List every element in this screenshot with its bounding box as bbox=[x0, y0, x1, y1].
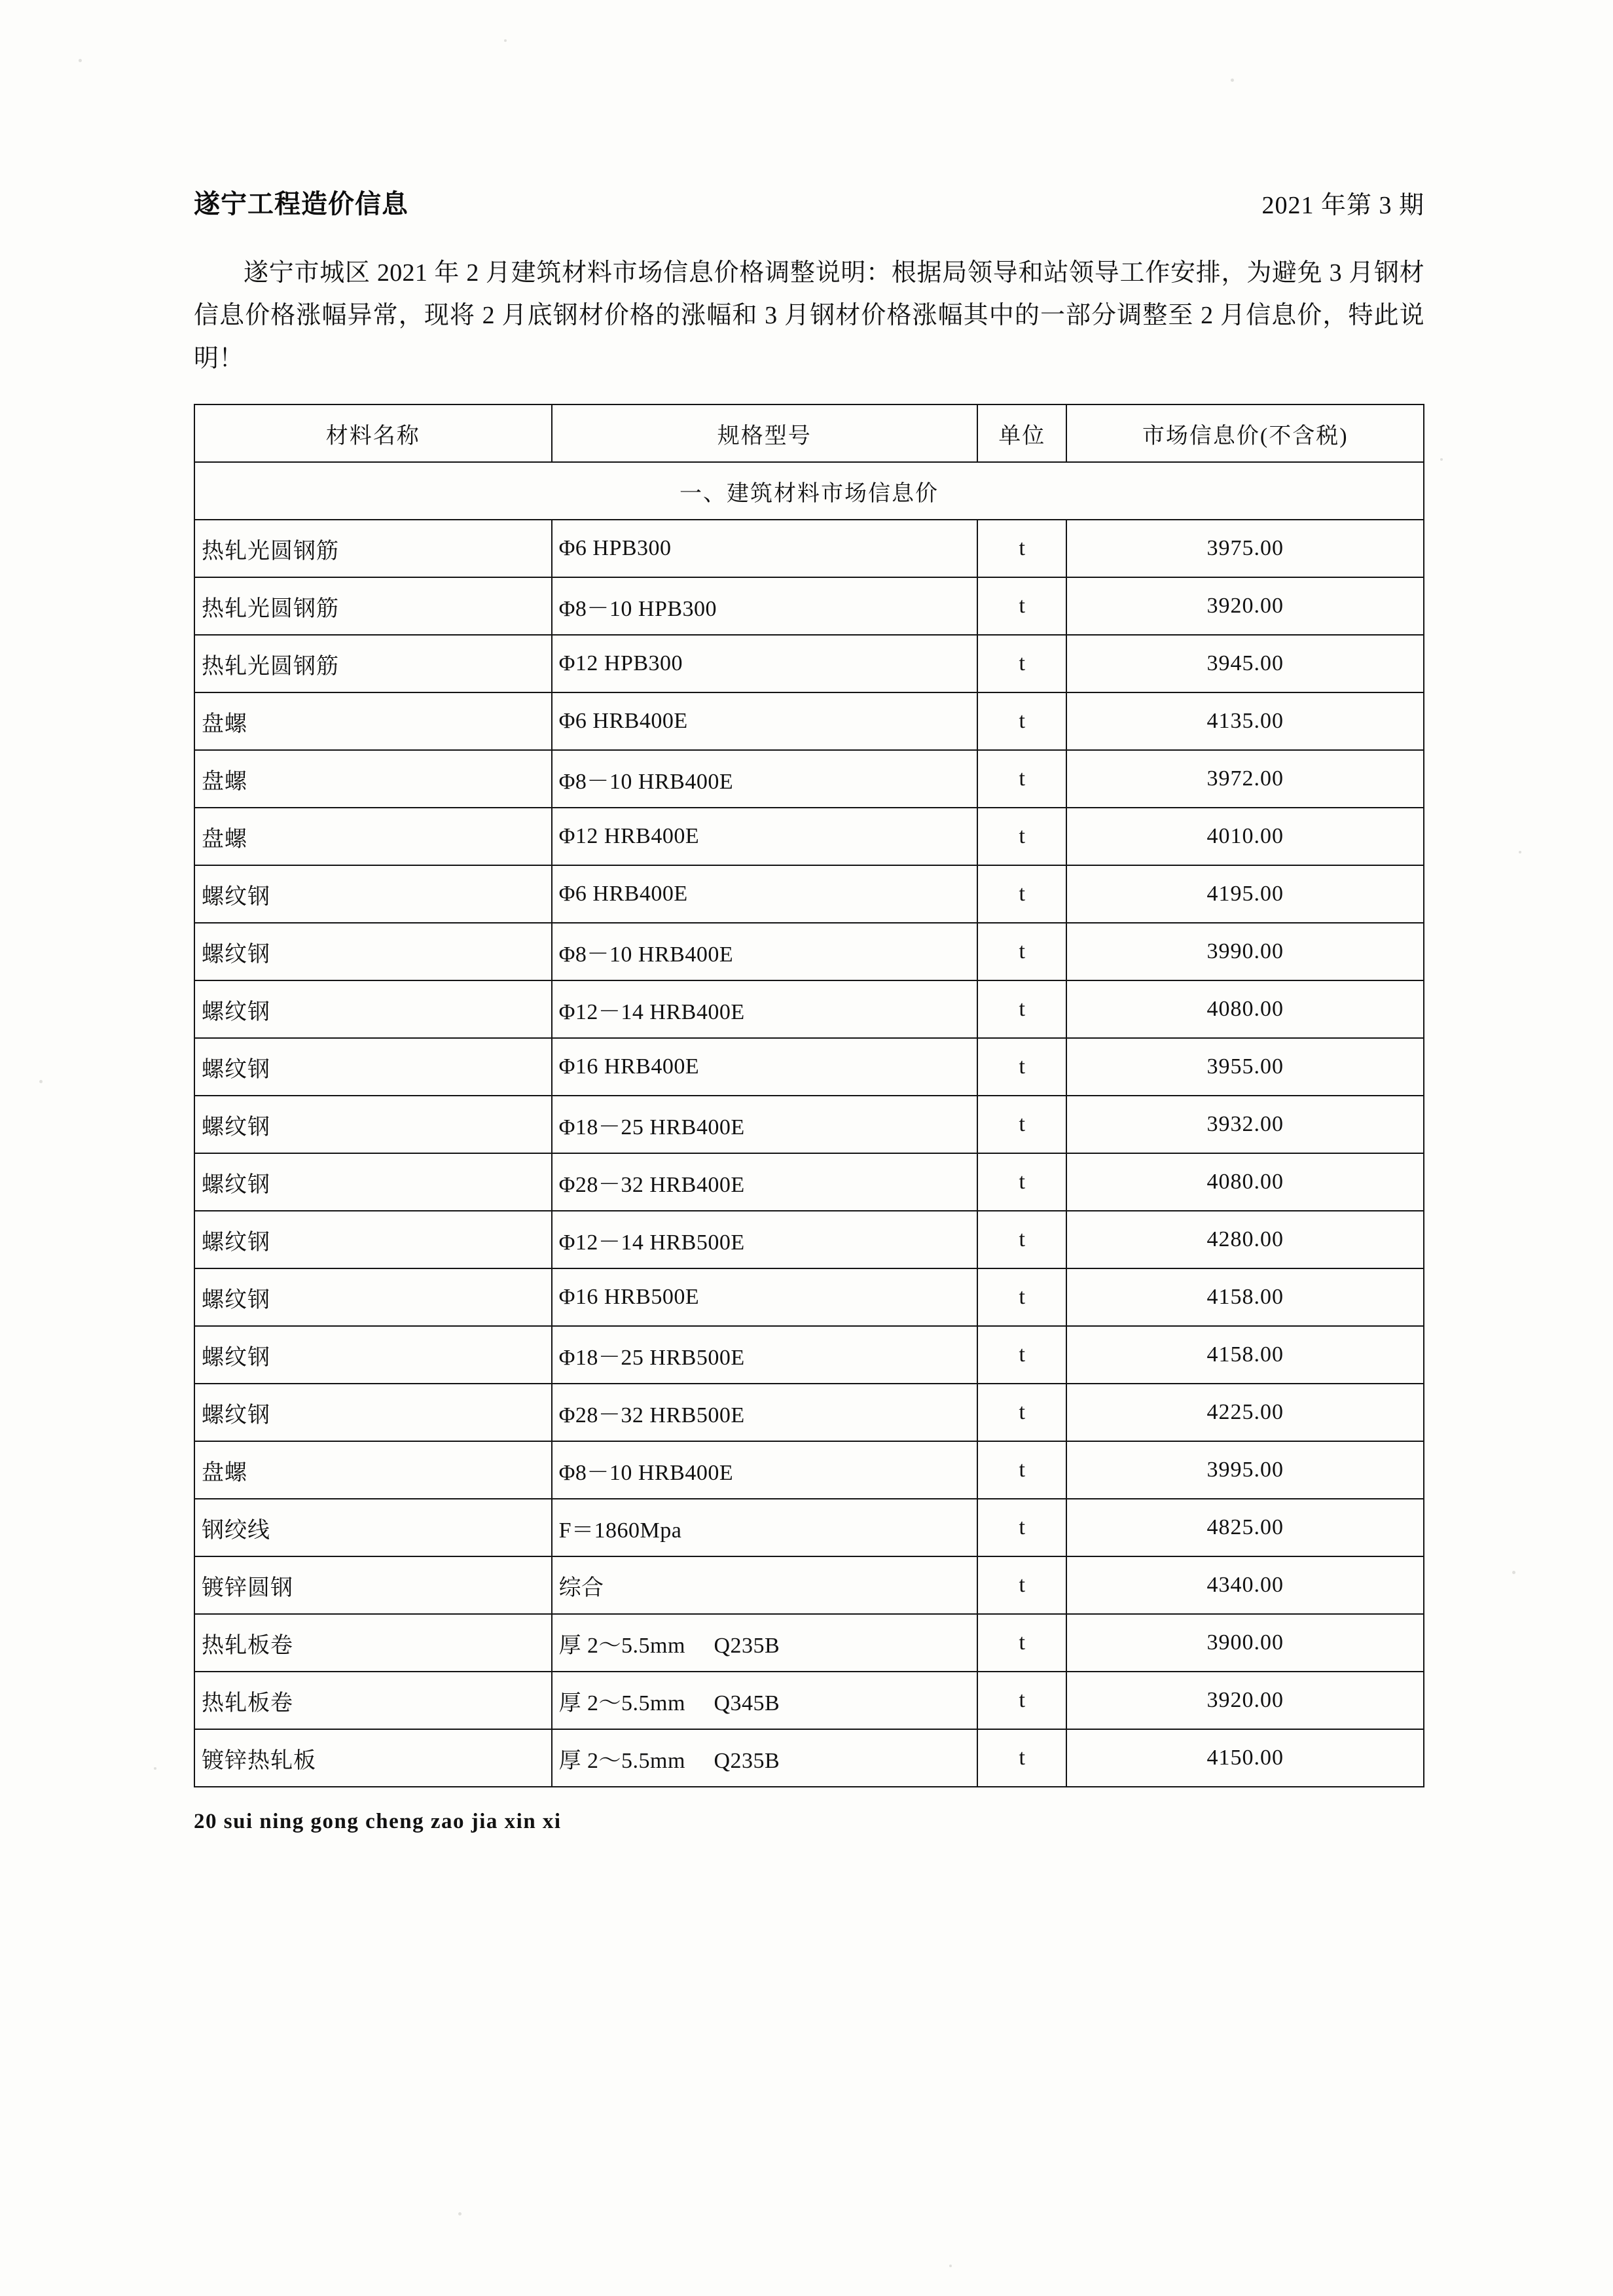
cell-spec: 厚 2～5.5mm Q345B bbox=[552, 1672, 977, 1729]
table-section-row bbox=[194, 462, 1424, 520]
cell-material-name: 螺纹钢 bbox=[194, 1326, 552, 1384]
cell-unit: t bbox=[977, 1729, 1066, 1787]
cell-price: 3955.00 bbox=[1066, 1038, 1424, 1096]
cell-price: 3995.00 bbox=[1066, 1441, 1424, 1499]
cell-price: 4340.00 bbox=[1066, 1556, 1424, 1614]
cell-price: 4225.00 bbox=[1066, 1384, 1424, 1441]
cell-unit: t bbox=[977, 1441, 1066, 1499]
cell-price: 4135.00 bbox=[1066, 692, 1424, 750]
cell-spec: Φ18－25 HRB500E bbox=[552, 1326, 977, 1384]
cell-price: 4010.00 bbox=[1066, 808, 1424, 865]
cell-spec: Φ28－32 HRB400E bbox=[552, 1153, 977, 1211]
cell-price: 3920.00 bbox=[1066, 1672, 1424, 1729]
table-row bbox=[194, 635, 1424, 692]
scan-speck bbox=[504, 39, 507, 42]
scan-speck bbox=[949, 2265, 952, 2267]
cell-spec: Φ12 HRB400E bbox=[552, 808, 977, 865]
table-row bbox=[194, 865, 1424, 923]
cell-spec: 厚 2～5.5mm Q235B bbox=[552, 1614, 977, 1672]
cell-material-name: 镀锌圆钢 bbox=[194, 1556, 552, 1614]
cell-material-name: 螺纹钢 bbox=[194, 923, 552, 980]
table-row bbox=[194, 1211, 1424, 1268]
table-row bbox=[194, 1729, 1424, 1787]
page-footer: 20 sui ning gong cheng zao jia xin xi bbox=[194, 1810, 562, 1834]
scan-speck bbox=[1519, 851, 1521, 853]
issue-label: 2021 年第 3 期 bbox=[1261, 192, 1424, 219]
cell-spec: Φ12 HPB300 bbox=[552, 635, 977, 692]
table-row bbox=[194, 1384, 1424, 1441]
cell-unit: t bbox=[977, 1153, 1066, 1211]
cell-price: 3945.00 bbox=[1066, 635, 1424, 692]
scan-speck bbox=[39, 1080, 43, 1083]
cell-material-name: 盘螺 bbox=[194, 808, 552, 865]
cell-unit: t bbox=[977, 1556, 1066, 1614]
table-row bbox=[194, 520, 1424, 577]
cell-unit: t bbox=[977, 1672, 1066, 1729]
material-price-table bbox=[194, 404, 1424, 1787]
cell-material-name: 螺纹钢 bbox=[194, 1153, 552, 1211]
cell-price: 4158.00 bbox=[1066, 1326, 1424, 1384]
section-title: 一、建筑材料市场信息价 bbox=[194, 462, 1424, 520]
cell-material-name: 热轧光圆钢筋 bbox=[194, 520, 552, 577]
scan-speck bbox=[458, 2212, 462, 2215]
cell-spec: Φ6 HRB400E bbox=[552, 865, 977, 923]
cell-spec: Φ28－32 HRB500E bbox=[552, 1384, 977, 1441]
cell-spec: Φ6 HPB300 bbox=[552, 520, 977, 577]
cell-spec: Φ16 HRB400E bbox=[552, 1038, 977, 1096]
cell-spec: Φ6 HRB400E bbox=[552, 692, 977, 750]
cell-spec: 综合 bbox=[552, 1556, 977, 1614]
cell-spec: Φ8－10 HRB400E bbox=[552, 923, 977, 980]
cell-spec: Φ8－10 HRB400E bbox=[552, 1441, 977, 1499]
cell-material-name: 盘螺 bbox=[194, 1441, 552, 1499]
cell-unit: t bbox=[977, 1268, 1066, 1326]
cell-unit: t bbox=[977, 980, 1066, 1038]
cell-price: 3972.00 bbox=[1066, 750, 1424, 808]
cell-price: 3990.00 bbox=[1066, 923, 1424, 980]
cell-material-name: 螺纹钢 bbox=[194, 1211, 552, 1268]
table-row bbox=[194, 1441, 1424, 1499]
cell-price: 3975.00 bbox=[1066, 520, 1424, 577]
table-row bbox=[194, 1499, 1424, 1556]
intro-paragraph: 遂宁市城区 2021 年 2 月建筑材料市场信息价格调整说明：根据局领导和站领导工作安排，为避免 3 月钢材信息价格涨幅异常，现将 2 月底钢材价格的涨幅和 3 月钢材价格涨幅其中的一部分调整至 2 月信息价，特此说明！ bbox=[194, 259, 1424, 372]
cell-price: 3900.00 bbox=[1066, 1614, 1424, 1672]
cell-spec: 厚 2～5.5mm Q235B bbox=[552, 1729, 977, 1787]
cell-unit: t bbox=[977, 1211, 1066, 1268]
cell-unit: t bbox=[977, 1326, 1066, 1384]
table-row bbox=[194, 1268, 1424, 1326]
table-row bbox=[194, 750, 1424, 808]
cell-material-name: 热轧光圆钢筋 bbox=[194, 635, 552, 692]
page-content bbox=[194, 183, 1424, 1834]
column-header-spec: 规格型号 bbox=[552, 404, 977, 462]
scan-speck bbox=[1512, 1571, 1515, 1574]
table-row bbox=[194, 923, 1424, 980]
cell-spec: Φ18－25 HRB400E bbox=[552, 1096, 977, 1153]
scan-speck bbox=[79, 59, 82, 62]
cell-material-name: 螺纹钢 bbox=[194, 1038, 552, 1096]
cell-spec: Φ8－10 HRB400E bbox=[552, 750, 977, 808]
cell-spec: F＝1860Mpa bbox=[552, 1499, 977, 1556]
cell-material-name: 热轧板卷 bbox=[194, 1672, 552, 1729]
table-body bbox=[194, 462, 1424, 1787]
cell-unit: t bbox=[977, 692, 1066, 750]
cell-unit: t bbox=[977, 1384, 1066, 1441]
cell-price: 4825.00 bbox=[1066, 1499, 1424, 1556]
table-row bbox=[194, 1556, 1424, 1614]
table-row bbox=[194, 980, 1424, 1038]
scan-speck bbox=[154, 1767, 156, 1770]
cell-unit: t bbox=[977, 1096, 1066, 1153]
cell-spec: Φ8－10 HPB300 bbox=[552, 577, 977, 635]
cell-price: 4080.00 bbox=[1066, 980, 1424, 1038]
cell-material-name: 盘螺 bbox=[194, 750, 552, 808]
cell-price: 3932.00 bbox=[1066, 1096, 1424, 1153]
cell-price: 3920.00 bbox=[1066, 577, 1424, 635]
cell-spec: Φ16 HRB500E bbox=[552, 1268, 977, 1326]
cell-unit: t bbox=[977, 923, 1066, 980]
cell-unit: t bbox=[977, 750, 1066, 808]
cell-price: 4080.00 bbox=[1066, 1153, 1424, 1211]
table-row bbox=[194, 1096, 1424, 1153]
page-header bbox=[194, 183, 1424, 230]
cell-unit: t bbox=[977, 1499, 1066, 1556]
cell-spec: Φ12－14 HRB500E bbox=[552, 1211, 977, 1268]
table-row bbox=[194, 577, 1424, 635]
cell-price: 4158.00 bbox=[1066, 1268, 1424, 1326]
table-row bbox=[194, 808, 1424, 865]
cell-unit: t bbox=[977, 808, 1066, 865]
cell-unit: t bbox=[977, 520, 1066, 577]
cell-spec: Φ12－14 HRB400E bbox=[552, 980, 977, 1038]
scan-speck bbox=[1440, 458, 1443, 461]
cell-material-name: 螺纹钢 bbox=[194, 980, 552, 1038]
cell-material-name: 热轧光圆钢筋 bbox=[194, 577, 552, 635]
cell-material-name: 螺纹钢 bbox=[194, 865, 552, 923]
cell-unit: t bbox=[977, 1038, 1066, 1096]
cell-material-name: 螺纹钢 bbox=[194, 1096, 552, 1153]
cell-price: 4195.00 bbox=[1066, 865, 1424, 923]
column-header-unit: 单位 bbox=[977, 404, 1066, 462]
table-row bbox=[194, 1672, 1424, 1729]
publication-title: 遂宁工程造价信息 bbox=[194, 189, 408, 219]
table-row bbox=[194, 1326, 1424, 1384]
table-row bbox=[194, 1614, 1424, 1672]
cell-material-name: 螺纹钢 bbox=[194, 1384, 552, 1441]
cell-material-name: 热轧板卷 bbox=[194, 1614, 552, 1672]
cell-unit: t bbox=[977, 577, 1066, 635]
cell-material-name: 盘螺 bbox=[194, 692, 552, 750]
column-header-name: 材料名称 bbox=[194, 404, 552, 462]
cell-price: 4150.00 bbox=[1066, 1729, 1424, 1787]
column-header-price: 市场信息价(不含税) bbox=[1066, 404, 1424, 462]
cell-material-name: 镀锌热轧板 bbox=[194, 1729, 552, 1787]
table-row bbox=[194, 1153, 1424, 1211]
table-header-row bbox=[194, 404, 1424, 462]
cell-unit: t bbox=[977, 865, 1066, 923]
cell-unit: t bbox=[977, 635, 1066, 692]
cell-material-name: 螺纹钢 bbox=[194, 1268, 552, 1326]
table-row bbox=[194, 1038, 1424, 1096]
cell-price: 4280.00 bbox=[1066, 1211, 1424, 1268]
table-row bbox=[194, 692, 1424, 750]
cell-unit: t bbox=[977, 1614, 1066, 1672]
scan-speck bbox=[1231, 79, 1234, 82]
cell-material-name: 钢绞线 bbox=[194, 1499, 552, 1556]
